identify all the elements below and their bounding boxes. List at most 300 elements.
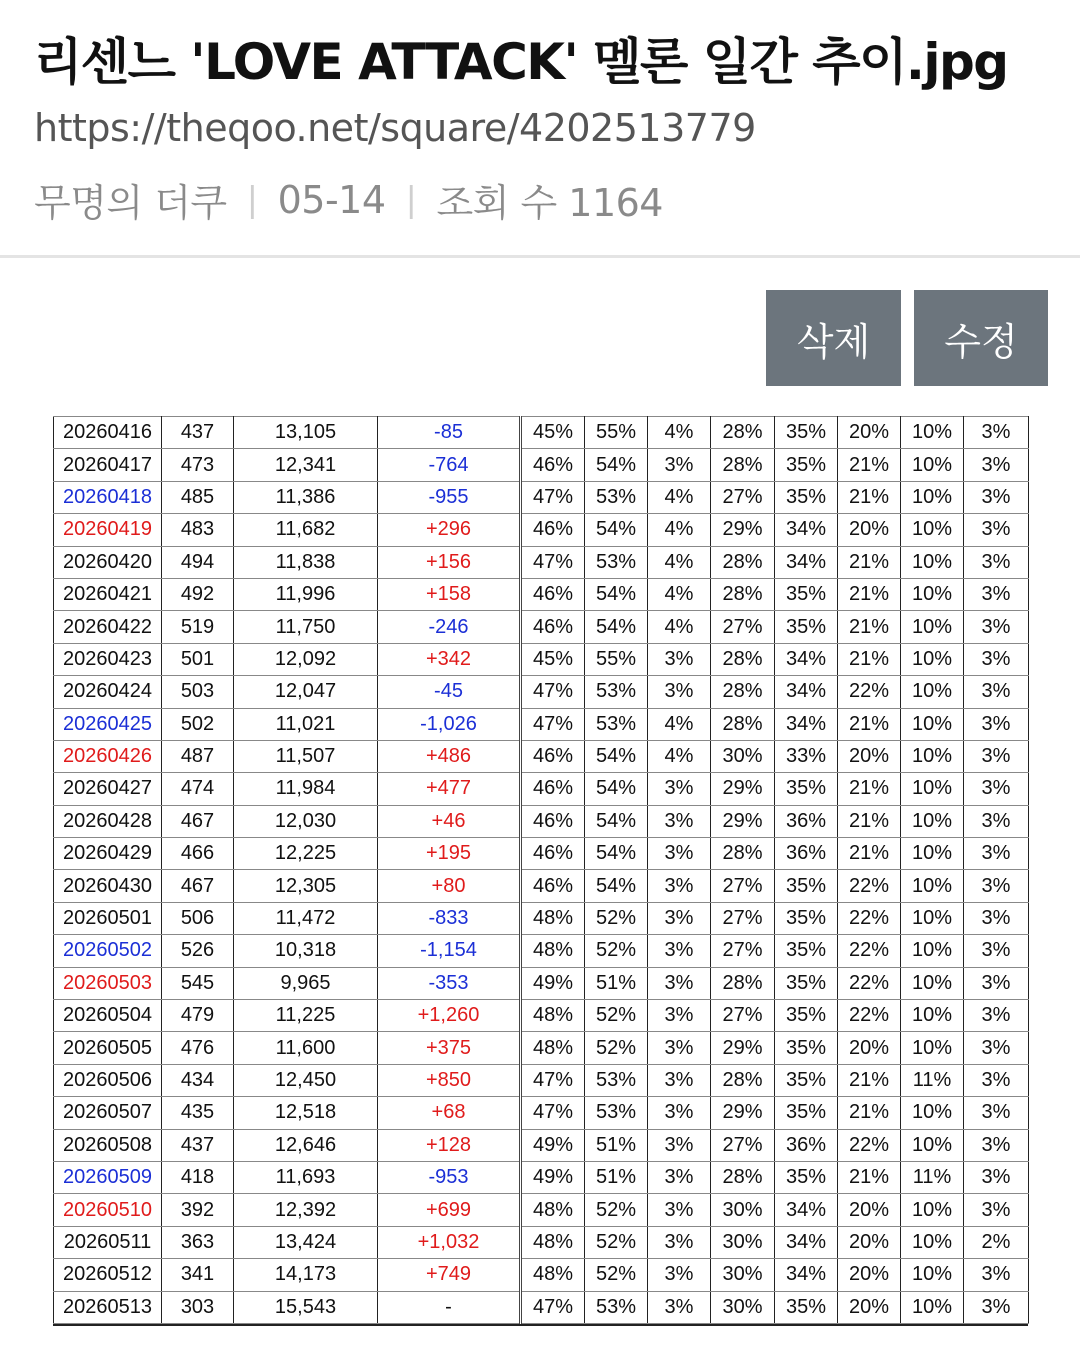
table-row [54,935,1029,967]
post-url-link[interactable]: https://theqoo.net/square/4202513779 [34,106,756,150]
percent-cell: 34% [775,1194,838,1226]
percent-cell: 27% [711,902,775,934]
percent-cell: 3% [648,805,711,837]
percent-cell: 3% [648,838,711,870]
percent-cell: 52% [585,1032,648,1064]
date-cell: 20260503 [54,967,162,999]
percent-cell: 53% [585,1064,648,1096]
count-cell: 14,173 [234,1259,378,1291]
post-title: 리센느 'LOVE ATTACK' 멜론 일간 추이.jpg [34,33,1008,91]
percent-cell: 3% [964,902,1029,934]
percent-cell: 49% [521,1161,585,1193]
count-cell: 11,021 [234,708,378,740]
count-cell: 12,518 [234,1097,378,1129]
percent-cell: 3% [648,1226,711,1258]
percent-cell: 3% [964,708,1029,740]
percent-cell: 10% [901,740,964,772]
percent-cell: 3% [964,676,1029,708]
table-row [54,1064,1029,1096]
percent-cell: 10% [901,514,964,546]
table-row [54,805,1029,837]
table-row [54,902,1029,934]
date-cell: 20260417 [54,449,162,481]
percent-cell: 4% [648,611,711,643]
rank-cell: 506 [162,902,234,934]
percent-cell: 34% [775,1259,838,1291]
rank-cell: 341 [162,1259,234,1291]
percent-cell: 27% [711,481,775,513]
percent-cell: 51% [585,1129,648,1161]
percent-cell: 10% [901,1194,964,1226]
rank-cell: 503 [162,676,234,708]
date-cell: 20260507 [54,1097,162,1129]
date-cell: 20260512 [54,1259,162,1291]
table-row [54,1000,1029,1032]
percent-cell: 21% [838,643,901,675]
percent-cell: 46% [521,449,585,481]
percent-cell: 22% [838,1000,901,1032]
count-cell: 12,646 [234,1129,378,1161]
percent-cell: 29% [711,805,775,837]
rank-cell: 437 [162,1129,234,1161]
rank-cell: 473 [162,449,234,481]
delta-cell: -353 [378,967,521,999]
percent-cell: 47% [521,1064,585,1096]
percent-cell: 3% [648,1259,711,1291]
date-cell: 20260506 [54,1064,162,1096]
percent-cell: 48% [521,1000,585,1032]
percent-cell: 48% [521,1226,585,1258]
rank-cell: 526 [162,935,234,967]
percent-cell: 53% [585,481,648,513]
percent-cell: 10% [901,578,964,610]
count-cell: 11,225 [234,1000,378,1032]
percent-cell: 46% [521,578,585,610]
percent-cell: 3% [964,935,1029,967]
percent-cell: 3% [648,1161,711,1193]
percent-cell: 35% [775,902,838,934]
percent-cell: 48% [521,902,585,934]
percent-cell: 3% [964,546,1029,578]
delta-cell: +699 [378,1194,521,1226]
percent-cell: 53% [585,1291,648,1323]
percent-cell: 35% [775,1000,838,1032]
table-row [54,870,1029,902]
date-cell: 20260426 [54,740,162,772]
percent-cell: 35% [775,1291,838,1323]
percent-cell: 3% [964,1097,1029,1129]
percent-cell: 21% [838,805,901,837]
percent-cell: 21% [838,578,901,610]
table-row [54,481,1029,513]
percent-cell: 21% [838,449,901,481]
delta-cell: +195 [378,838,521,870]
percent-cell: 3% [964,514,1029,546]
percent-cell: 30% [711,1194,775,1226]
percent-cell: 35% [775,611,838,643]
percent-cell: 45% [521,417,585,449]
percent-cell: 51% [585,967,648,999]
count-cell: 11,682 [234,514,378,546]
rank-cell: 467 [162,805,234,837]
date-cell: 20260505 [54,1032,162,1064]
date-cell: 20260429 [54,838,162,870]
count-cell: 11,996 [234,578,378,610]
percent-cell: 35% [775,870,838,902]
percent-cell: 35% [775,481,838,513]
delta-cell: -764 [378,449,521,481]
percent-cell: 3% [964,838,1029,870]
percent-cell: 3% [648,967,711,999]
meta-separator: | [405,179,417,220]
delta-cell: +80 [378,870,521,902]
table-row [54,708,1029,740]
percent-cell: 35% [775,773,838,805]
percent-cell: 28% [711,546,775,578]
delta-cell: -85 [378,417,521,449]
percent-cell: 35% [775,449,838,481]
percent-cell: 34% [775,676,838,708]
delete-button[interactable]: 삭제 [766,290,901,386]
percent-cell: 3% [964,805,1029,837]
percent-cell: 28% [711,1161,775,1193]
percent-cell: 35% [775,1161,838,1193]
percent-cell: 47% [521,1097,585,1129]
count-cell: 12,305 [234,870,378,902]
percent-cell: 3% [648,870,711,902]
percent-cell: 3% [648,902,711,934]
percent-cell: 10% [901,1259,964,1291]
percent-cell: 34% [775,514,838,546]
percent-cell: 10% [901,1000,964,1032]
percent-cell: 3% [964,1129,1029,1161]
percent-cell: 28% [711,676,775,708]
percent-cell: 54% [585,611,648,643]
date-cell: 20260427 [54,773,162,805]
percent-cell: 53% [585,708,648,740]
percent-cell: 54% [585,805,648,837]
percent-cell: 53% [585,1097,648,1129]
percent-cell: 52% [585,1259,648,1291]
percent-cell: 10% [901,773,964,805]
percent-cell: 54% [585,838,648,870]
count-cell: 12,092 [234,643,378,675]
percent-cell: 49% [521,967,585,999]
percent-cell: 10% [901,1291,964,1323]
date-cell: 20260423 [54,643,162,675]
table-row [54,740,1029,772]
percent-cell: 3% [648,1291,711,1323]
percent-cell: 10% [901,417,964,449]
percent-cell: 4% [648,740,711,772]
rank-cell: 501 [162,643,234,675]
percent-cell: 33% [775,740,838,772]
table-row [54,1161,1029,1193]
percent-cell: 52% [585,902,648,934]
delta-cell: +156 [378,546,521,578]
view-count: 조회 수 1164 [436,181,663,225]
delta-cell: -45 [378,676,521,708]
delta-cell: +158 [378,578,521,610]
table-row [54,838,1029,870]
percent-cell: 54% [585,514,648,546]
percent-cell: 36% [775,1129,838,1161]
delta-cell: +128 [378,1129,521,1161]
table-row [54,1226,1029,1258]
percent-cell: 10% [901,967,964,999]
table-row [54,1097,1029,1129]
count-cell: 11,507 [234,740,378,772]
percent-cell: 54% [585,870,648,902]
percent-cell: 27% [711,935,775,967]
percent-cell: 20% [838,1032,901,1064]
percent-cell: 20% [838,1259,901,1291]
percent-cell: 10% [901,902,964,934]
percent-cell: 10% [901,676,964,708]
percent-cell: 35% [775,417,838,449]
delta-cell: +68 [378,1097,521,1129]
percent-cell: 3% [648,1129,711,1161]
percent-cell: 22% [838,870,901,902]
count-cell: 12,341 [234,449,378,481]
percent-cell: 35% [775,1064,838,1096]
table-row [54,1259,1029,1291]
date-cell: 20260501 [54,902,162,934]
percent-cell: 28% [711,838,775,870]
count-cell: 11,693 [234,1161,378,1193]
post-date: 05-14 [277,177,386,222]
delta-cell: +46 [378,805,521,837]
percent-cell: 10% [901,1226,964,1258]
percent-cell: 28% [711,417,775,449]
percent-cell: 10% [901,1032,964,1064]
percent-cell: 3% [964,773,1029,805]
percent-cell: 46% [521,740,585,772]
percent-cell: 46% [521,611,585,643]
delta-cell: - [378,1291,521,1323]
percent-cell: 29% [711,773,775,805]
table-row [54,611,1029,643]
percent-cell: 2% [964,1226,1029,1258]
count-cell: 13,105 [234,417,378,449]
percent-cell: 3% [964,1064,1029,1096]
rank-cell: 487 [162,740,234,772]
date-cell: 20260424 [54,676,162,708]
count-cell: 12,225 [234,838,378,870]
rank-cell: 519 [162,611,234,643]
table-row [54,546,1029,578]
percent-cell: 3% [964,481,1029,513]
percent-cell: 29% [711,514,775,546]
percent-cell: 3% [964,643,1029,675]
delta-cell: +342 [378,643,521,675]
percent-cell: 27% [711,1000,775,1032]
percent-cell: 55% [585,643,648,675]
delta-cell: -953 [378,1161,521,1193]
percent-cell: 29% [711,1032,775,1064]
date-cell: 20260425 [54,708,162,740]
percent-cell: 36% [775,838,838,870]
daily-trend-table [53,416,1029,1324]
percent-cell: 21% [838,773,901,805]
rank-cell: 435 [162,1097,234,1129]
table-row [54,773,1029,805]
date-cell: 20260416 [54,417,162,449]
rank-cell: 466 [162,838,234,870]
date-cell: 20260510 [54,1194,162,1226]
chart-trend-image [53,416,1028,1326]
date-cell: 20260428 [54,805,162,837]
percent-cell: 27% [711,1129,775,1161]
count-cell: 12,450 [234,1064,378,1096]
rank-cell: 483 [162,514,234,546]
percent-cell: 3% [964,1259,1029,1291]
percent-cell: 10% [901,449,964,481]
date-cell: 20260420 [54,546,162,578]
percent-cell: 10% [901,935,964,967]
rank-cell: 502 [162,708,234,740]
percent-cell: 3% [964,1032,1029,1064]
percent-cell: 52% [585,1000,648,1032]
percent-cell: 46% [521,514,585,546]
percent-cell: 48% [521,1194,585,1226]
percent-cell: 21% [838,1097,901,1129]
percent-cell: 3% [964,1291,1029,1323]
percent-cell: 20% [838,514,901,546]
date-cell: 20260422 [54,611,162,643]
percent-cell: 52% [585,935,648,967]
count-cell: 11,750 [234,611,378,643]
percent-cell: 30% [711,740,775,772]
percent-cell: 54% [585,773,648,805]
count-cell: 15,543 [234,1291,378,1323]
percent-cell: 22% [838,1129,901,1161]
percent-cell: 3% [648,643,711,675]
percent-cell: 10% [901,546,964,578]
delta-cell: -1,154 [378,935,521,967]
delta-cell: -1,026 [378,708,521,740]
date-cell: 20260511 [54,1226,162,1258]
date-cell: 20260513 [54,1291,162,1323]
percent-cell: 35% [775,1097,838,1129]
percent-cell: 10% [901,708,964,740]
percent-cell: 4% [648,481,711,513]
percent-cell: 21% [838,708,901,740]
percent-cell: 3% [964,1000,1029,1032]
percent-cell: 3% [648,1032,711,1064]
date-cell: 20260504 [54,1000,162,1032]
percent-cell: 4% [648,417,711,449]
percent-cell: 30% [711,1226,775,1258]
date-cell: 20260419 [54,514,162,546]
percent-cell: 27% [711,870,775,902]
delta-cell: +749 [378,1259,521,1291]
percent-cell: 10% [901,643,964,675]
percent-cell: 4% [648,546,711,578]
percent-cell: 49% [521,1129,585,1161]
delta-cell: +477 [378,773,521,805]
percent-cell: 4% [648,708,711,740]
rank-cell: 434 [162,1064,234,1096]
delta-cell: +1,260 [378,1000,521,1032]
table-row [54,1194,1029,1226]
rank-cell: 474 [162,773,234,805]
percent-cell: 46% [521,773,585,805]
edit-button[interactable]: 수정 [914,290,1048,386]
table-row [54,676,1029,708]
percent-cell: 3% [648,1194,711,1226]
percent-cell: 34% [775,546,838,578]
percent-cell: 21% [838,838,901,870]
percent-cell: 10% [901,805,964,837]
count-cell: 11,386 [234,481,378,513]
percent-cell: 52% [585,1226,648,1258]
percent-cell: 3% [964,1194,1029,1226]
percent-cell: 46% [521,870,585,902]
count-cell: 13,424 [234,1226,378,1258]
date-cell: 20260418 [54,481,162,513]
percent-cell: 21% [838,481,901,513]
table-row [54,1129,1029,1161]
delta-cell: -955 [378,481,521,513]
delta-cell: +850 [378,1064,521,1096]
table-row [54,1032,1029,1064]
percent-cell: 35% [775,967,838,999]
count-cell: 10,318 [234,935,378,967]
percent-cell: 3% [964,417,1029,449]
percent-cell: 48% [521,1032,585,1064]
percent-cell: 28% [711,708,775,740]
rank-cell: 492 [162,578,234,610]
delta-cell: -246 [378,611,521,643]
count-cell: 12,392 [234,1194,378,1226]
percent-cell: 3% [648,1000,711,1032]
date-cell: 20260430 [54,870,162,902]
table-row [54,1291,1029,1323]
percent-cell: 3% [964,449,1029,481]
percent-cell: 28% [711,643,775,675]
percent-cell: 22% [838,935,901,967]
percent-cell: 3% [648,676,711,708]
percent-cell: 53% [585,546,648,578]
percent-cell: 35% [775,578,838,610]
percent-cell: 35% [775,935,838,967]
percent-cell: 10% [901,838,964,870]
percent-cell: 20% [838,417,901,449]
rank-cell: 494 [162,546,234,578]
percent-cell: 22% [838,902,901,934]
rank-cell: 392 [162,1194,234,1226]
rank-cell: 303 [162,1291,234,1323]
percent-cell: 46% [521,805,585,837]
percent-cell: 47% [521,481,585,513]
table-row [54,514,1029,546]
header-divider [0,255,1080,258]
percent-cell: 22% [838,967,901,999]
rank-cell: 437 [162,417,234,449]
percent-cell: 36% [775,805,838,837]
percent-cell: 28% [711,967,775,999]
count-cell: 11,984 [234,773,378,805]
table-row [54,578,1029,610]
percent-cell: 34% [775,1226,838,1258]
percent-cell: 48% [521,1259,585,1291]
percent-cell: 3% [964,870,1029,902]
rank-cell: 363 [162,1226,234,1258]
delta-cell: +486 [378,740,521,772]
percent-cell: 34% [775,708,838,740]
percent-cell: 3% [964,967,1029,999]
